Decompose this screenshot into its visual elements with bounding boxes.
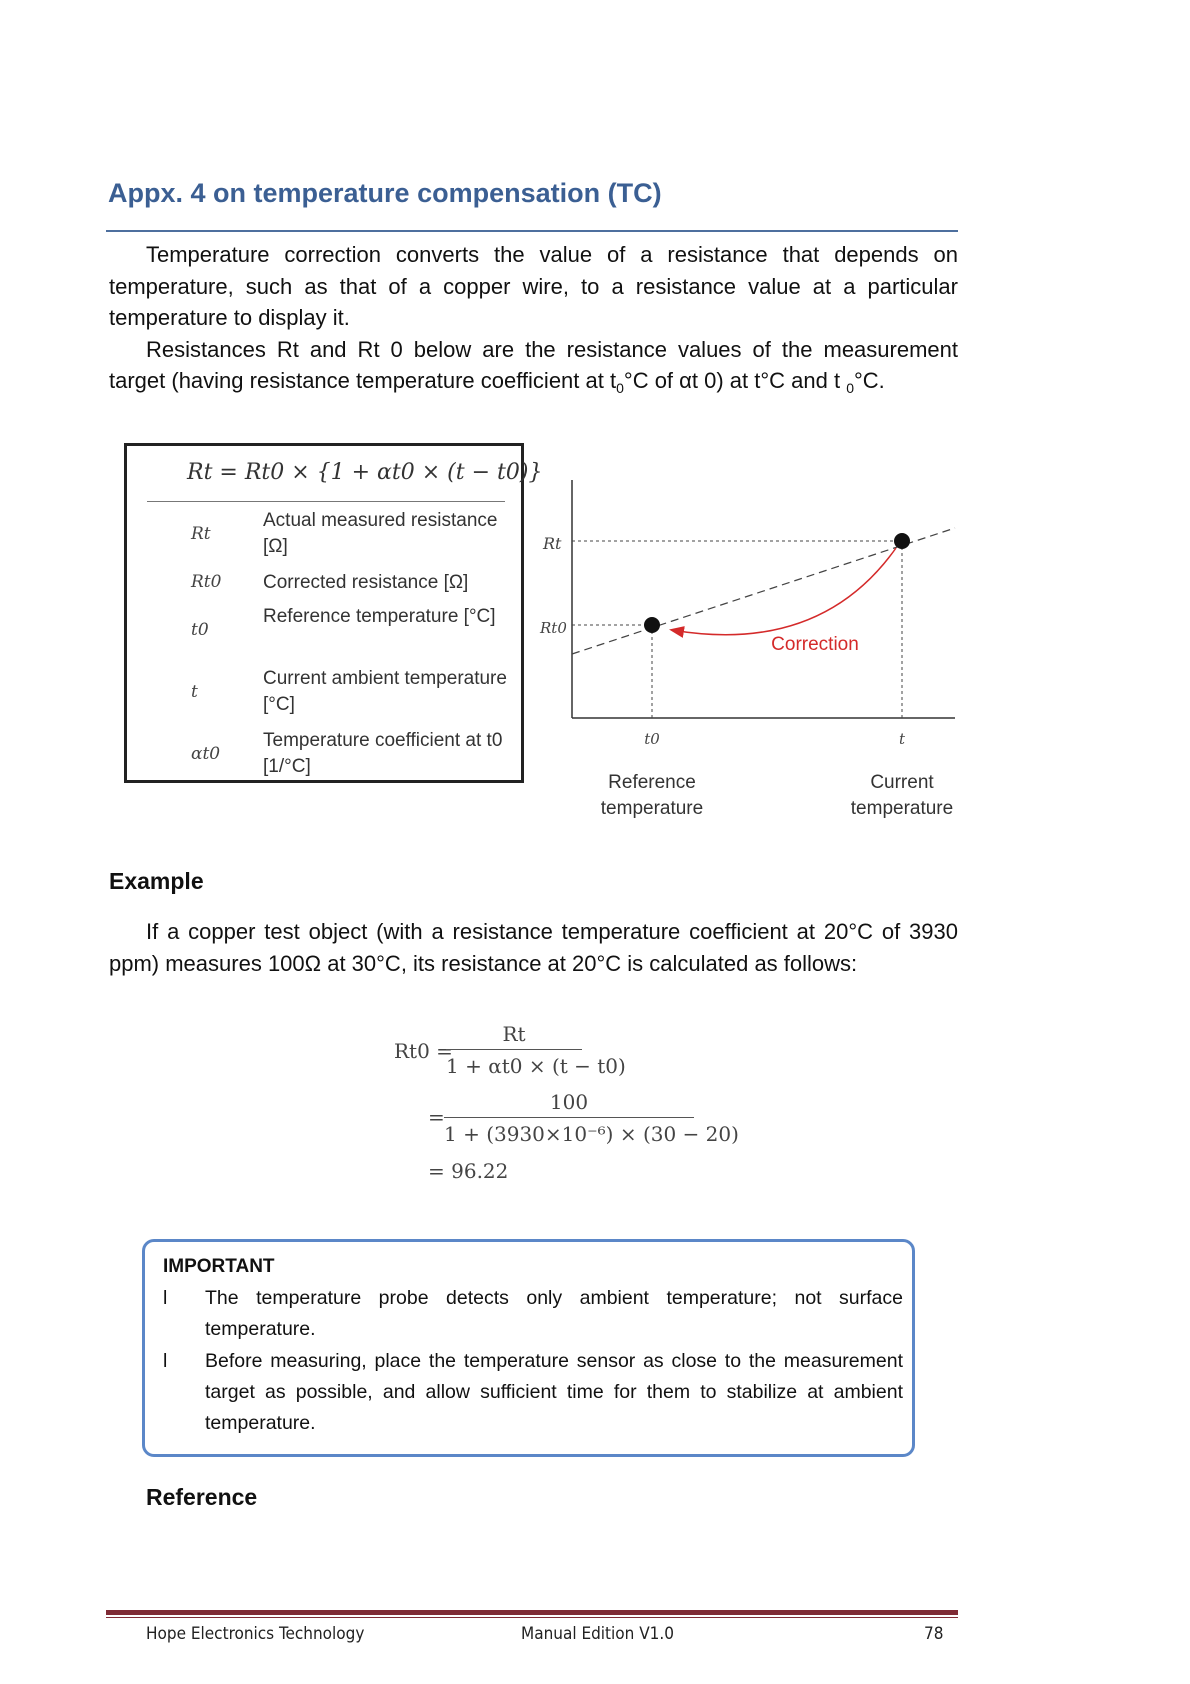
calc-lhs: Rt0 = [394, 1039, 453, 1063]
reference-point [644, 617, 660, 633]
important-item-text: Before measuring, place the temperature sensor as close to the measurement target as possible, and allow sufficient time for them to stabilize at ambient temperature. [205, 1350, 903, 1434]
symbol-legend [124, 443, 543, 783]
page-heading: Appx. 4 on temperature compensation (TC) [108, 178, 662, 208]
legend-description: Current ambient temperature [°C] [263, 668, 507, 715]
example-text [109, 916, 958, 979]
legend-description: Actual measured resistance [Ω] [263, 510, 498, 557]
legend-symbol: Rt [191, 524, 211, 544]
calc-result: = 96.22 [428, 1159, 509, 1183]
x-label-t: t [898, 730, 906, 748]
bullet-marker: l [163, 1350, 168, 1372]
intro-text [109, 239, 958, 405]
y-label-rt0: Rt0 [540, 619, 567, 637]
legend-description: Corrected resistance [Ω] [263, 572, 469, 593]
intro-paragraph-2: Resistances Rt and Rt 0 below are the resistance values of the measurement target (having resistance temperature coefficient at $t_0^\circ C$ of αt 0) at t°C and t $_0$°C. [109, 336, 958, 396]
legend-description: Reference temperature [°C] [263, 606, 496, 627]
current-temperature-caption: Current temperature [850, 772, 954, 819]
important-title: IMPORTANT [163, 1256, 275, 1277]
footer-edition: Manual Edition V1.0 [521, 1624, 674, 1644]
calc-numerator-1: Rt [446, 1022, 582, 1050]
x-label-t0: t0 [644, 730, 660, 748]
legend-formula: Rt = Rt0 × {1 + αt0 × (t − t0)} [187, 460, 543, 485]
reference-title: Reference [146, 1484, 258, 1510]
bullet-marker: l [163, 1287, 168, 1309]
intro-paragraph-1: Temperature correction converts the value of a resistance that depends on temperature, such as that of a copper wire, to a resistance value at a particular temperature to display it. [109, 242, 958, 330]
legend-description: Temperature coefficient at t0 [1/°C] [263, 730, 503, 777]
footer-rule-thin [106, 1617, 958, 1618]
legend-divider [147, 501, 505, 502]
correction-arrow [672, 548, 896, 635]
current-point [894, 533, 910, 549]
calc-denominator-1: 1 + αt0 × (t − t0) [446, 1054, 626, 1078]
page-number: 78 [924, 1624, 944, 1644]
y-label-rt: Rt [543, 534, 562, 553]
legend-symbol: Rt0 [191, 572, 222, 592]
example-title: Example [109, 868, 204, 894]
calc-equals: = [428, 1105, 445, 1129]
calc-numerator-2: 100 [444, 1090, 694, 1118]
calc-denominator-2: 1 + (3930×10⁻⁶) × (30 − 20) [444, 1122, 739, 1146]
reference-temperature-caption: Reference temperature [600, 772, 704, 819]
footer-company: Hope Electronics Technology [146, 1624, 365, 1644]
legend-symbol: t0 [191, 620, 209, 640]
footer-rule [106, 1610, 958, 1615]
legend-symbol: t [191, 682, 198, 702]
correction-label: Correction [771, 634, 859, 655]
important-box [142, 1239, 915, 1457]
legend-symbol: αt0 [191, 744, 221, 764]
example-paragraph: If a copper test object (with a resistance temperature coefficient at 20°C of 3930 ppm) measures 100Ω at 30°C, its resistance at 20°C is calculated as follows: [109, 919, 958, 976]
heading-underline [106, 230, 958, 232]
important-item-text: The temperature probe detects only ambient temperature; not surface temperature. [205, 1287, 903, 1340]
